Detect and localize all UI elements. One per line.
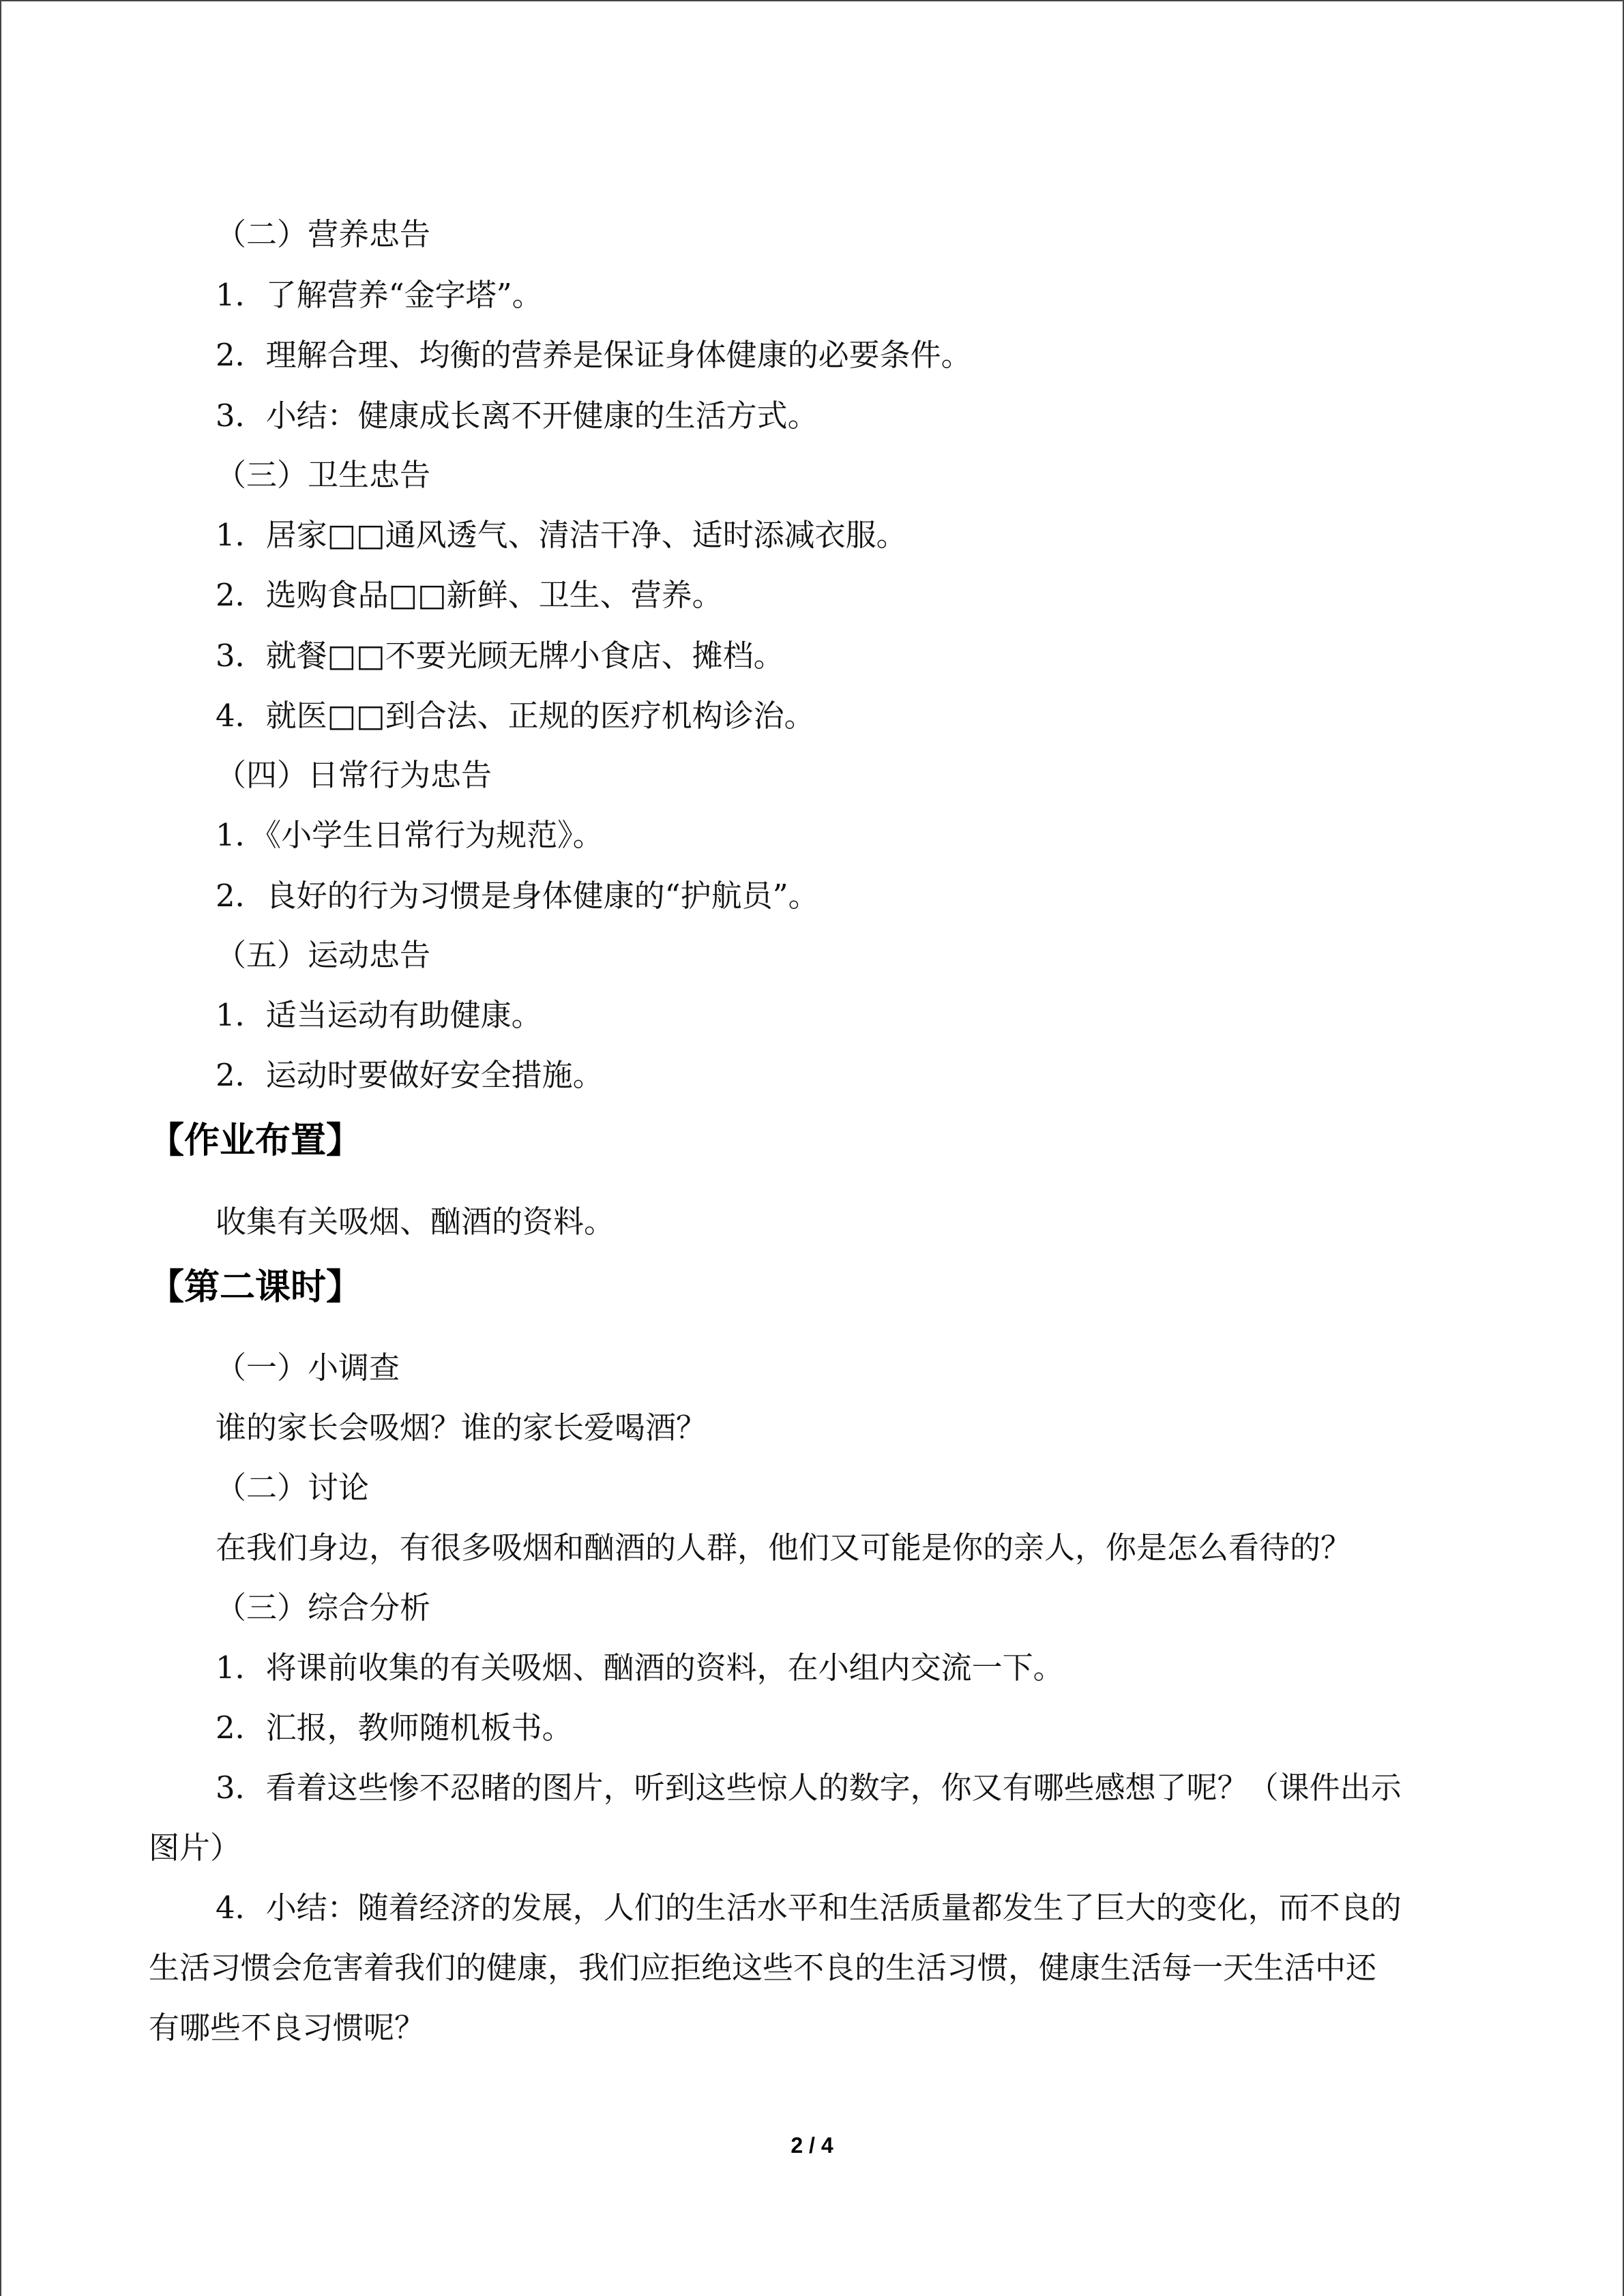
analysis-item-4-line: 有哪些不良习惯呢？ <box>149 2010 426 2046</box>
survey-text: 谁的家长会吸烟？谁的家长爱喝酒？ <box>216 1410 707 1446</box>
analysis-item-3-line: 图片） <box>149 1830 241 1866</box>
list-item: 1．了解营养“金字塔”。 <box>216 277 543 313</box>
analysis-title: （三）综合分析 <box>216 1590 431 1626</box>
section-title-nutrition: （二）营养忠告 <box>216 216 431 252</box>
list-item: 4．就医□□到合法、正规的医疗机构诊治。 <box>216 698 815 734</box>
list-item: 1．《小学生日常行为规范》。 <box>216 817 604 853</box>
list-item: 1．将课前收集的有关吸烟、酗酒的资料，在小组内交流一下。 <box>216 1650 1064 1686</box>
list-item: 3．就餐□□不要光顾无牌小食店、摊档。 <box>216 638 784 674</box>
list-item: 1．居家□□通风透气、清洁干净、适时添减衣服。 <box>216 517 907 553</box>
homework-heading: 【作业布置】 <box>149 1120 362 1161</box>
page-number: 2 / 4 <box>791 2133 833 2158</box>
section-title-behavior: （四）日常行为忠告 <box>216 757 492 793</box>
section-title-exercise: （五）运动忠告 <box>216 937 431 973</box>
list-item: 3．小结：健康成长离不开健康的生活方式。 <box>216 398 818 434</box>
lesson2-heading: 【第二课时】 <box>149 1267 362 1308</box>
list-item: 2．理解合理、均衡的营养是保证身体健康的必要条件。 <box>216 337 972 373</box>
discussion-title: （二）讨论 <box>216 1470 370 1506</box>
list-item: 2．良好的行为习惯是身体健康的“护航员”。 <box>216 878 819 914</box>
list-item: 1．适当运动有助健康。 <box>216 997 542 1033</box>
survey-title: （一）小调查 <box>216 1350 400 1386</box>
list-item: 2．运动时要做好安全措施。 <box>216 1057 604 1093</box>
list-item: 2．汇报，教师随机板书。 <box>216 1710 573 1746</box>
analysis-item-4-line: 4．小结：随着经济的发展，人们的生活水平和生活质量都发生了巨大的变化，而不良的 <box>216 1890 1402 1926</box>
analysis-item-3-line: 3．看着这些惨不忍睹的图片，听到这些惊人的数字，你又有哪些感想了呢？（课件出示 <box>216 1770 1402 1806</box>
discussion-text: 在我们身边，有很多吸烟和酗酒的人群，他们又可能是你的亲人，你是怎么看待的？ <box>216 1530 1352 1566</box>
analysis-item-4-line: 生活习惯会危害着我们的健康，我们应拒绝这些不良的生活习惯，健康生活每一天生活中还 <box>149 1950 1377 1986</box>
list-item: 2．选购食品□□新鲜、卫生、营养。 <box>216 577 723 613</box>
section-title-hygiene: （三）卫生忠告 <box>216 457 431 493</box>
homework-text: 收集有关吸烟、酗酒的资料。 <box>216 1204 615 1240</box>
